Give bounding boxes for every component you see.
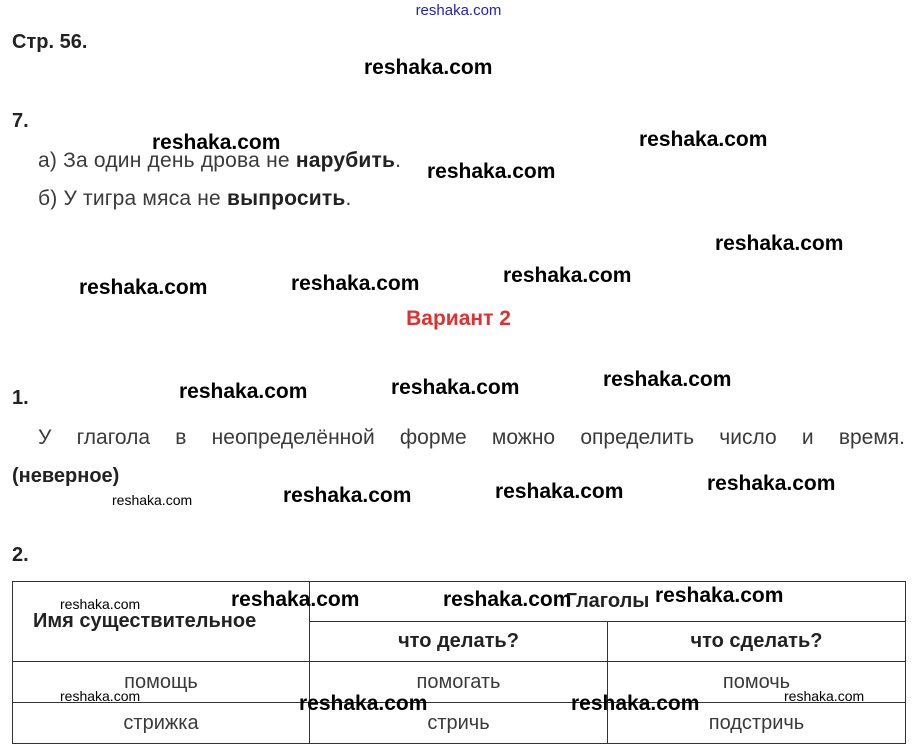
perfective-cell: подстричь [608, 703, 906, 744]
perfective-cell: помочь [608, 662, 906, 703]
task-1-verdict: (неверное) [12, 465, 120, 487]
answer-a-prefix: а) За один день дрова не [38, 149, 296, 172]
watermark: reshaka.com [443, 588, 572, 611]
watermark: reshaka.com [283, 484, 412, 507]
watermark: reshaka.com [60, 688, 141, 704]
watermark: reshaka.com [291, 272, 420, 295]
watermark: reshaka.com [112, 492, 193, 508]
watermark: reshaka.com [639, 128, 768, 151]
watermark: reshaka.com [391, 376, 520, 399]
watermark: reshaka.com [427, 160, 556, 183]
watermark: reshaka.com [715, 232, 844, 255]
noun-cell: стрижка [13, 703, 310, 744]
watermark: reshaka.com [707, 472, 836, 495]
watermark: reshaka.com [503, 264, 632, 287]
answer-a-bold-word: нарубить [295, 149, 396, 172]
answer-b-bold-word: выпросить [226, 187, 346, 210]
task-1-statement: У глагола в неопределённой форме можно определить число и время. [38, 426, 905, 449]
what-do-header: что делать? [310, 622, 608, 662]
answer-b-prefix: б) У тигра мяса не [38, 187, 227, 210]
watermark: reshaka.com [364, 56, 493, 79]
page-reference: Стр. 56. [12, 31, 88, 53]
watermark: reshaka.com [179, 380, 308, 403]
imperfective-cell: стричь [310, 703, 608, 744]
watermark: reshaka.com [784, 688, 865, 704]
watermark: reshaka.com [571, 692, 700, 715]
watermark: reshaka.com [79, 276, 208, 299]
answer-b-suffix: . [345, 187, 352, 210]
watermark: reshaka.com [655, 584, 784, 607]
task-2-number: 2. [12, 544, 29, 566]
watermark: reshaka.com [603, 368, 732, 391]
imperfective-cell: помогать [310, 662, 608, 703]
verbs-header: Глаголы [310, 582, 906, 622]
watermark: reshaka.com [60, 596, 141, 612]
task-7-number: 7. [12, 110, 29, 132]
task-1-number: 1. [12, 387, 29, 409]
table-row [13, 703, 906, 744]
table-row [13, 662, 906, 703]
what-done-header: что сделать? [608, 622, 906, 662]
answer-a-suffix: . [395, 149, 402, 172]
task-7-answer-b [38, 187, 352, 211]
watermark: reshaka.com [299, 692, 428, 715]
noun-cell: помощь [13, 662, 310, 703]
watermark: reshaka.com [231, 588, 360, 611]
watermark: reshaka.com [495, 480, 624, 503]
watermark: reshaka.com [152, 131, 281, 154]
top-link-container [0, 2, 917, 20]
variant-title: Вариант 2 [406, 307, 511, 330]
noun-header: Имя существительное [13, 582, 310, 662]
site-link[interactable]: reshaka.com [415, 2, 502, 19]
